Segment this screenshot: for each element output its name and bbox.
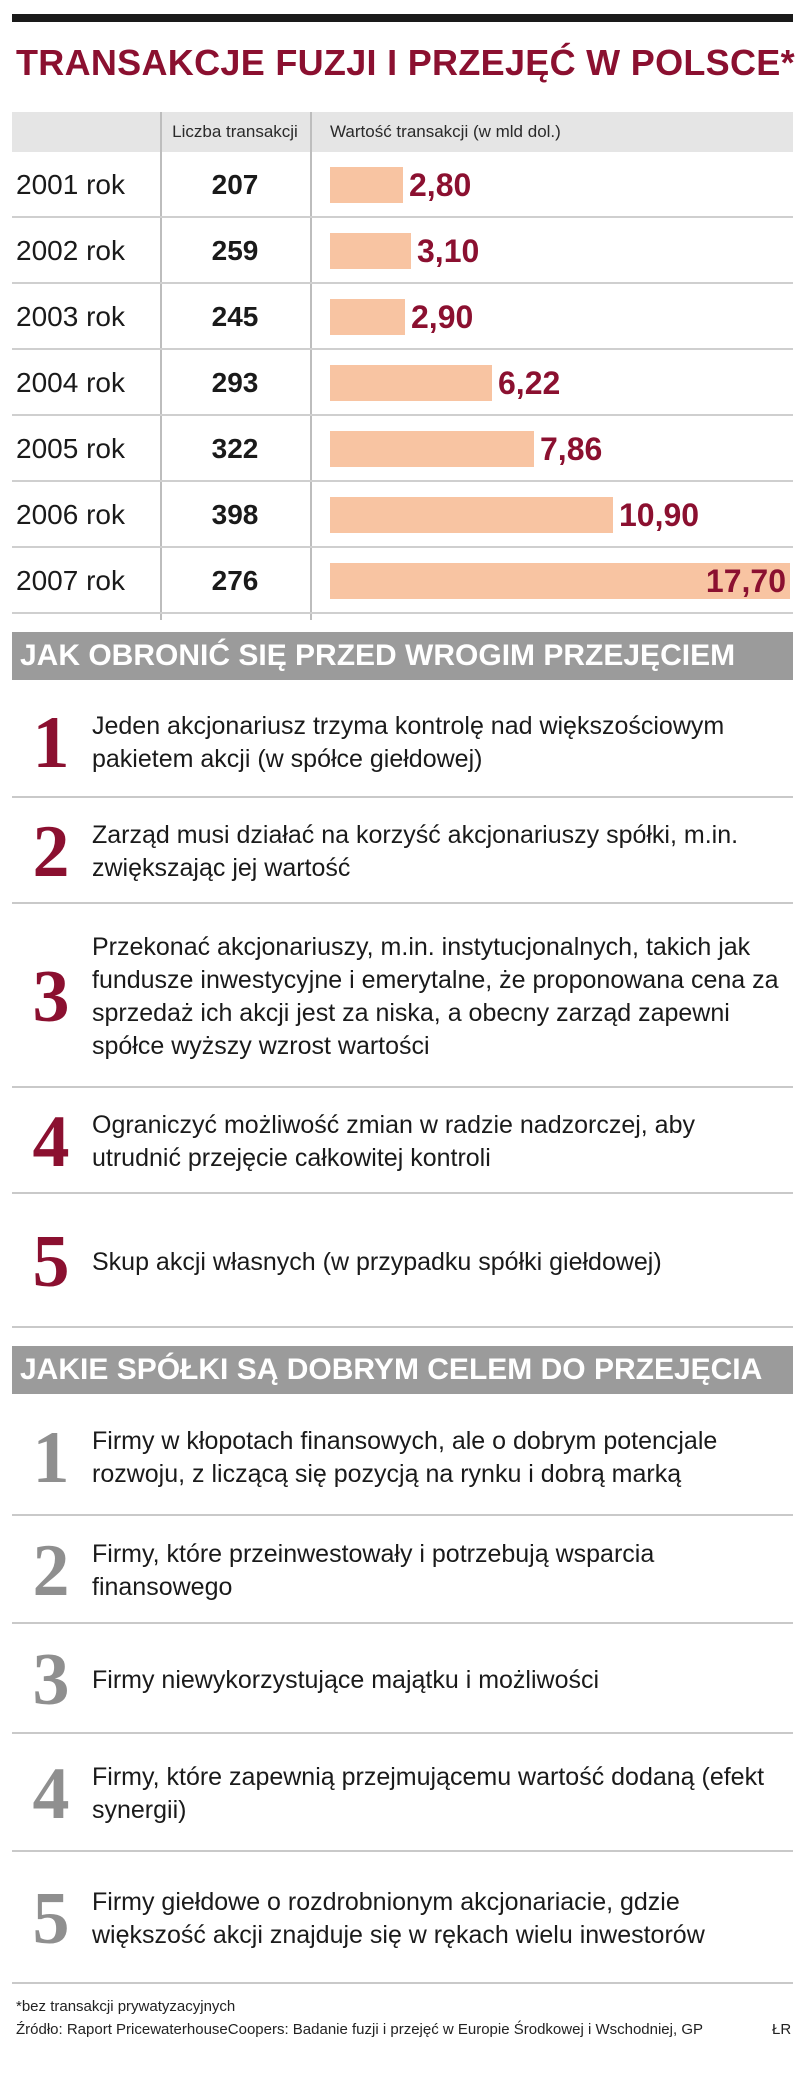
- defense-text: Zarząd musi działać na korzyść akcjonariuszy spółki, m.in. zwiększając jej wartość: [92, 821, 739, 882]
- year-label: 2007 rok: [16, 565, 125, 596]
- value-label: 3,10: [417, 233, 480, 269]
- target-number: 5: [32, 1878, 70, 1960]
- item-divider: [12, 902, 793, 904]
- item-divider: [12, 1192, 793, 1194]
- table-row: [12, 152, 793, 218]
- defense-number: 2: [32, 811, 70, 893]
- year-label: 2001 rok: [16, 169, 125, 200]
- value-bar: [330, 233, 411, 269]
- targets-heading: JAKIE SPÓŁKI SĄ DOBRYM CELEM DO PRZEJĘCIA: [20, 1353, 763, 1386]
- value-label: 2,80: [409, 167, 472, 203]
- table-row: [12, 218, 793, 284]
- transaction-count: 398: [211, 499, 259, 530]
- defense-text: Przekonać akcjonariuszy, m.in. instytucjonalnych, takich jak fundusze inwestycyjne i emerytalne, że proponowana cena za sprzedaż ich akcji jest za niska, a obecny zarząd zapewni spółce wyższy wzrost wartości: [92, 933, 779, 1060]
- defense-number: 3: [32, 956, 70, 1038]
- year-label: 2005 rok: [16, 433, 125, 464]
- source-note: Źródło: Raport PricewaterhouseCoopers: Badanie fuzji i przejęć w Europie Środkowej i Wschodniej, GP: [16, 2021, 703, 2038]
- defense-text: Skup akcji własnych (w przypadku spółki giełdowej): [92, 1248, 662, 1276]
- year-label: 2006 rok: [16, 499, 125, 530]
- defense-number: 1: [32, 702, 70, 784]
- year-label: 2004 rok: [16, 367, 125, 398]
- top-rule: [12, 14, 793, 22]
- item-divider: [12, 1622, 793, 1624]
- defense-text: Ograniczyć możliwość zmian w radzie nadzorczej, aby utrudnić przejęcie całkowitej kontroli: [92, 1111, 695, 1172]
- target-text: Firmy, które przeinwestowały i potrzebują wsparcia finansowego: [92, 1540, 655, 1601]
- defense-item: [12, 800, 793, 904]
- defense-item: [12, 688, 793, 798]
- target-item: [12, 1736, 793, 1852]
- transaction-count: 245: [211, 301, 259, 332]
- target-number: 1: [32, 1417, 70, 1499]
- defense-number: 4: [32, 1101, 70, 1183]
- value-label: 7,86: [540, 431, 603, 467]
- value-label: 2,90: [411, 299, 474, 335]
- table-header: [12, 112, 793, 152]
- target-number: 4: [32, 1753, 70, 1835]
- value-label: 6,22: [498, 365, 561, 401]
- table-row: [12, 284, 793, 350]
- value-label: 10,90: [619, 497, 700, 533]
- item-divider: [12, 1982, 793, 1984]
- defense-heading-band: [12, 632, 793, 680]
- target-item: [12, 1400, 793, 1516]
- target-text: Firmy giełdowe o rozdrobnionym akcjonariacie, gdzie większość akcji znajduje się w rękach wielu inwestorów: [92, 1888, 705, 1949]
- table-row: [12, 416, 793, 482]
- defense-heading: JAK OBRONIĆ SIĘ PRZED WROGIM PRZEJĘCIEM: [20, 639, 736, 672]
- table-row: [12, 482, 793, 548]
- value-bar: [330, 167, 403, 203]
- defense-item: [12, 1090, 793, 1194]
- transactions-table: [12, 112, 793, 620]
- target-number: 2: [32, 1530, 70, 1612]
- target-number: 3: [32, 1639, 70, 1721]
- table-row: [12, 548, 793, 614]
- target-text: Firmy w kłopotach finansowych, ale o dobrym potencjale rozwoju, z liczącą się pozycją na rynku i dobrą marką: [92, 1427, 718, 1488]
- defense-item: [12, 1196, 793, 1328]
- transaction-count: 259: [211, 235, 259, 266]
- row-divider: [12, 612, 793, 614]
- target-text: Firmy niewykorzystujące majątku i możliwości: [92, 1666, 600, 1694]
- header-value: Wartość transakcji (w mld dol.): [330, 122, 561, 141]
- target-item: [12, 1854, 793, 1984]
- defense-text: Jeden akcjonariusz trzyma kontrolę nad większościowym pakietem akcji (w spółce giełdowej): [92, 712, 725, 773]
- item-divider: [12, 1514, 793, 1516]
- page-title: TRANSAKCJE FUZJI I PRZEJĘĆ W POLSCE*: [16, 42, 795, 83]
- defense-number: 5: [32, 1221, 70, 1303]
- target-text: Firmy, które zapewnią przejmującemu wartość dodaną (efekt synergii): [92, 1763, 765, 1824]
- target-item: [12, 1518, 793, 1624]
- year-label: 2002 rok: [16, 235, 125, 266]
- value-bar: [330, 299, 405, 335]
- author-signature: ŁR: [772, 2021, 792, 2038]
- target-item: [12, 1626, 793, 1734]
- transaction-count: 207: [211, 169, 259, 200]
- item-divider: [12, 1326, 793, 1328]
- transaction-count: 322: [211, 433, 259, 464]
- item-divider: [12, 796, 793, 798]
- item-divider: [12, 1732, 793, 1734]
- defense-item: [12, 906, 793, 1088]
- transaction-count: 276: [211, 565, 259, 596]
- value-bar: [330, 431, 534, 467]
- value-bar: [330, 497, 613, 533]
- targets-heading-band: [12, 1346, 793, 1394]
- item-divider: [12, 1850, 793, 1852]
- year-label: 2003 rok: [16, 301, 125, 332]
- transaction-count: 293: [211, 367, 259, 398]
- table-row: [12, 350, 793, 416]
- header-count: Liczba transakcji: [172, 122, 298, 141]
- value-bar: [330, 365, 492, 401]
- footnote: *bez transakcji prywatyzacyjnych: [16, 1998, 236, 2015]
- item-divider: [12, 1086, 793, 1088]
- value-label: 17,70: [705, 563, 786, 599]
